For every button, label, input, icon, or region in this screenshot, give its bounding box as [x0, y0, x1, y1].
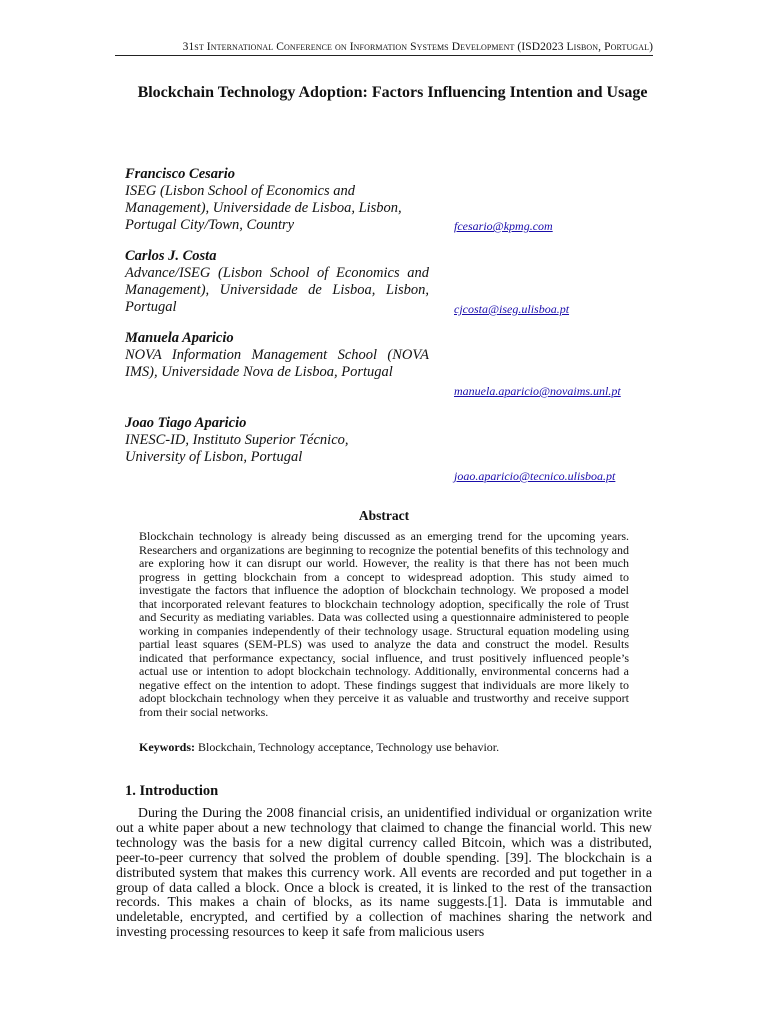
keywords-line: [139, 740, 629, 754]
author-affiliation: Advance/ISEG (Lisbon School of Economics and Management), Universidade de Lisboa, Lisbon, Portugal: [125, 265, 429, 315]
author-name: Joao Tiago Aparicio: [125, 415, 247, 431]
author-name: Carlos J. Costa: [125, 248, 217, 264]
paper-title: Blockchain Technology Adoption: Factors Influencing Intention and Usage: [137, 84, 648, 101]
author-email-link[interactable]: cjcosta@iseg.ulisboa.pt: [454, 302, 570, 316]
author-affiliation: NOVA Information Management School (NOVA IMS), Universidade Nova de Lisboa, Portugal: [125, 347, 429, 380]
author-block: [125, 248, 655, 316]
abstract-heading: Abstract: [358, 508, 410, 523]
author-block: [125, 415, 655, 483]
author-email-link[interactable]: manuela.aparicio@novaims.unl.pt: [454, 384, 621, 398]
keywords-value: Blockchain, Technology acceptance, Technology use behavior.: [198, 740, 500, 754]
author-block: [125, 330, 655, 398]
author-name: Manuela Aparicio: [125, 330, 234, 346]
introduction-paragraph: During the During the 2008 financial crisis, an unidentified individual or organization write out a white paper about a new technology that claimed to change the financial world. This new technology was the basis for a new digital currency called Bitcoin, which was a distributed, peer-to-peer currency that solved the problem of double spending. [39]. The blockchain is a distributed system that makes this currency work. All events are recorded and put together in a group of data called a block. Once a block is created, it is linked to the rest of the transaction records. This makes a chain of blocks, as its name suggests.[1]. Data is immutable and undeletable, encrypted, and certified by a collection of machines sharing the network and investing processing resources to keep it safe from malicious users: [116, 805, 652, 940]
author-affiliation: ISEG (Lisbon School of Economics and Management), Universidade de Lisboa, Lisbon, Portugal City/Town, Country: [125, 183, 402, 233]
keywords-label: Keywords:: [139, 740, 195, 754]
author-name: Francisco Cesario: [125, 166, 235, 182]
author-email-link[interactable]: fcesario@kpmg.com: [454, 219, 553, 233]
section-heading-introduction: 1. Introduction: [125, 783, 219, 799]
author-affiliation: INESC-ID, Instituto Superior Técnico, University of Lisbon, Portugal: [125, 432, 349, 465]
author-block: [125, 166, 655, 234]
abstract-text: Blockchain technology is already being discussed as an emerging trend for the upcoming years. Researchers and organizations are beginning to recognize the potential benefits of this technology and are exploring how it can disrupt our world. However, the reality is that there has not been much progress in getting blockchain from a concept to widespread adoption. This study aimed to investigate the factors that influence the adoption of blockchain technology. We proposed a model that incorporated relevant features to blockchain technology adoption, specifically the role of Trust and Security as mediating variables. Data was collected using a questionnaire administered to people working in companies independently of their technology usage. Structural equation modeling using partial least squares (SEM-PLS) was used to analyze the data and construct the model. Results indicated that performance expectancy, social influence, and trust positively influenced people’s actual use or intention to adopt blockchain technology. Additionally, environmental concerns had a negative effect on the intention to adopt. These findings suggest that individuals are more likely to adopt blockchain technology when they perceive it as valuable and trustworthy and receive support from their social networks.: [139, 529, 629, 719]
conference-header: 31st International Conference on Information Systems Development (ISD2023 Lisbon, Portugal): [115, 41, 653, 56]
author-email-link[interactable]: joao.aparicio@tecnico.ulisboa.pt: [454, 469, 616, 483]
